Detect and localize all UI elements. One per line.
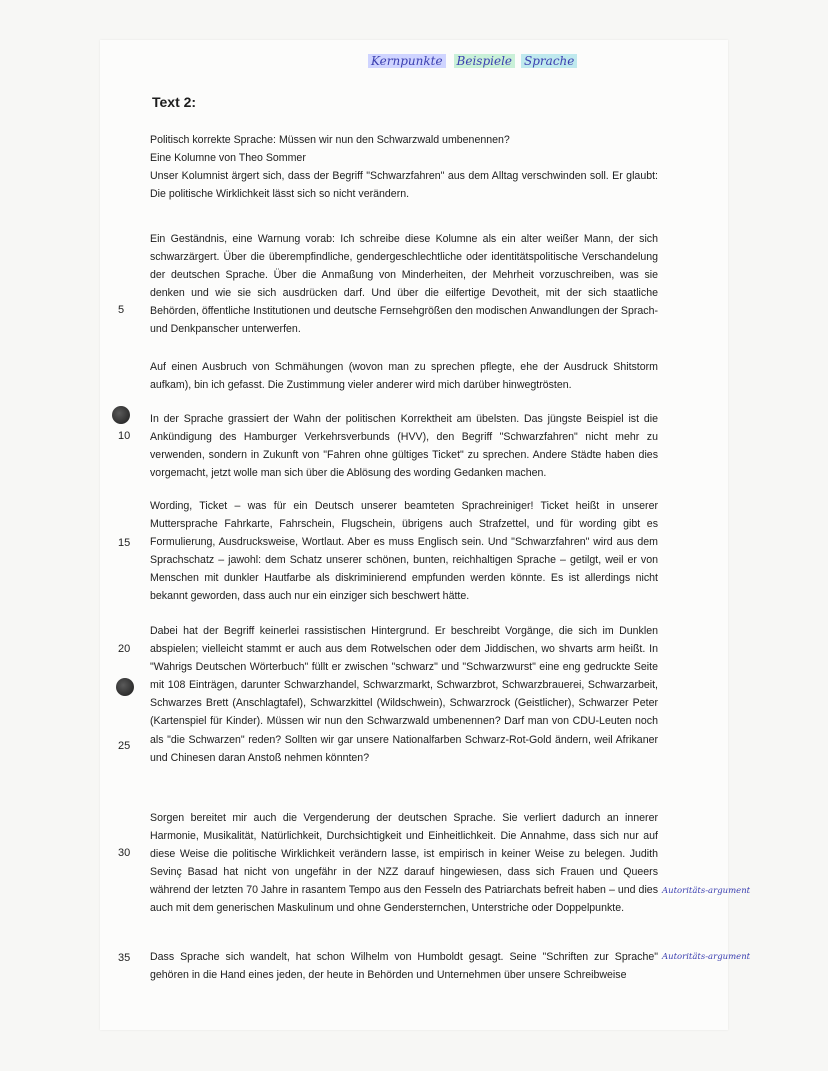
- legend-kernpunkte: Kernpunkte: [368, 54, 446, 68]
- margin-note-autoritaetsargument: Autoritäts-argument: [662, 886, 751, 896]
- margin-note-autoritaetsargument: Autoritäts-argument: [662, 952, 751, 962]
- line-number: 30: [118, 847, 131, 859]
- line-number: 5: [118, 304, 125, 316]
- punch-hole: [112, 406, 130, 424]
- paragraph-3: In der Sprache grassiert der Wahn der politischen Korrektheit am übelsten. Das jüngste Beispiel ist die Ankündigung des Hamburger Verkehrsverbunds (HVV), den Begriff "Schwarzfahren" nicht mehr zu verwenden, sondern in Zukunft von "Fahren ohne gültiges Ticket" zu sprechen. Andere Städte haben dies vorgemacht, jetzt wolle man sich über die Ablösung des wording Gedanken machen.: [150, 413, 658, 480]
- paragraph-5: Dabei hat der Begriff keinerlei rassistischen Hintergrund. Er beschreibt Vorgänge, die sich im Dunklen abspielen; vielleicht stammt er auch aus dem Rotwelschen oder dem Jiddischen, wo shvarts arm heißt. In "Wahrigs Deutschen Wörterbuch" füllt er zwischen "schwarz" und "Schwarzwurst" eine eng gedruckte Seite mit 108 Einträgen, darunter Schwarzhandel, Schwarzmarkt, Schwarzbrot, Schwarzbrauerei, Schwarzarbeit, Schwarzes Brett (Anschlagtafel), Schwarzkittel (Wildschwein), Schwarzrock (Geistlicher), Schwarzer Peter (Kartenspiel für Kinder). Müssen wir nun den Schwarzwald umbenennen? Darf man von CDU-Leuten noch als "die Schwarzen" reden? Sollten wir gar unsere Nationalfarben Schwarz-Rot-Gold ändern, weil Afrikaner und Chinesen daran Anstoß nehmen könnten?: [150, 625, 658, 764]
- article-lead: Unser Kolumnist ärgert sich, dass der Begriff "Schwarzfahren" aus dem Alltag verschwinden soll. Er glaubt: Die politische Wirklichkeit lässt sich so nicht verändern.: [150, 170, 658, 201]
- handwritten-legend: [368, 54, 577, 68]
- paragraph-1: Ein Geständnis, eine Warnung vorab: Ich schreibe diese Kolumne als ein alter weißer Mann, der sich schwarzärgert. Über die überempfindliche, gendergeschlechtliche oder identitätspolitische Verschandelung der deutschen Sprache. Über die Anmaßung von Minderheiten, der Mehrheit vorzuschreiben, was sie denken und wie sie sich ausdrücken darf. Und über die eilfertige Devotheit, mit der sich staatliche Behörden, öffentliche Institutionen und deutsche Fernsehgrößen den modischen Anwandlungen der Sprach- und Denkpanscher unterwerfen.: [150, 233, 658, 336]
- line-number: 20: [118, 643, 131, 655]
- line-number: 10: [118, 430, 131, 442]
- line-number: 25: [118, 740, 131, 752]
- legend-sprache: Sprache: [521, 54, 577, 68]
- paragraph-7: Dass Sprache sich wandelt, hat schon Wilhelm von Humboldt gesagt. Seine "Schriften zur Sprache" gehören in die Hand eines jeden, der heute in Behörden und Unternehmen über unsere Schreibweise: [150, 951, 658, 982]
- text-heading: Text 2:: [152, 94, 197, 110]
- article-header: [150, 131, 658, 203]
- paragraph-4: Wording, Ticket – was für ein Deutsch unserer beamteten Sprachreiniger! Ticket heißt in unserer Muttersprache Fahrkarte, Fahrschein, Flugschein, übrigens auch Strafzettel, und für wording gibt es Formulierung, Ausdrucksweise, Wortlaut. Aber es muss Englisch sein. Und "Schwarzfahren" wird aus dem Sprachschatz – jawohl: dem Schatz unserer schönen, bunten, reichhaltigen Sprache – getilgt, weil er von Menschen mit dunkler Hautfarbe als diskriminierend empfunden werden könnte. Es ist allerdings nicht bekannt geworden, dass auch nur ein einziger sich beschwert hätte.: [150, 500, 658, 603]
- line-number: 35: [118, 952, 131, 964]
- paragraph-2: Auf einen Ausbruch von Schmähungen (wovon man zu sprechen pflegte, ehe der Ausdruck Shitstorm aufkam), bin ich gefasst. Die Zustimmung vieler anderer wird mich darüber hinwegtrösten.: [150, 361, 658, 392]
- article-title: Politisch korrekte Sprache: Müssen wir nun den Schwarzwald umbenennen?: [150, 134, 510, 146]
- line-number: 15: [118, 537, 131, 549]
- legend-beispiele: Beispiele: [454, 54, 515, 68]
- paragraph-6: Sorgen bereitet mir auch die Vergenderung der deutschen Sprache. Sie verliert dadurch an innerer Harmonie, Musikalität, Natürlichkeit, Durchsichtigkeit und Einheitlichkeit. Die Annahme, dass sich nur auf diese Weise die politische Wirklichkeit verändern lasse, ist empirisch in keiner Weise zu belegen. Judith Sevinç Basad hat nicht von ungefähr in der NZZ darauf hingewiesen, dass sich Frauen und Queers während der letzten 70 Jahre in rasantem Tempo aus den Fesseln des Patriarchats befreit haben – und dies auch mit dem generischen Maskulinum und ohne Gendersternchen, Unterstriche oder Doppelpunkte.: [150, 812, 658, 915]
- punch-hole: [116, 678, 134, 696]
- article-byline: Eine Kolumne von Theo Sommer: [150, 152, 306, 165]
